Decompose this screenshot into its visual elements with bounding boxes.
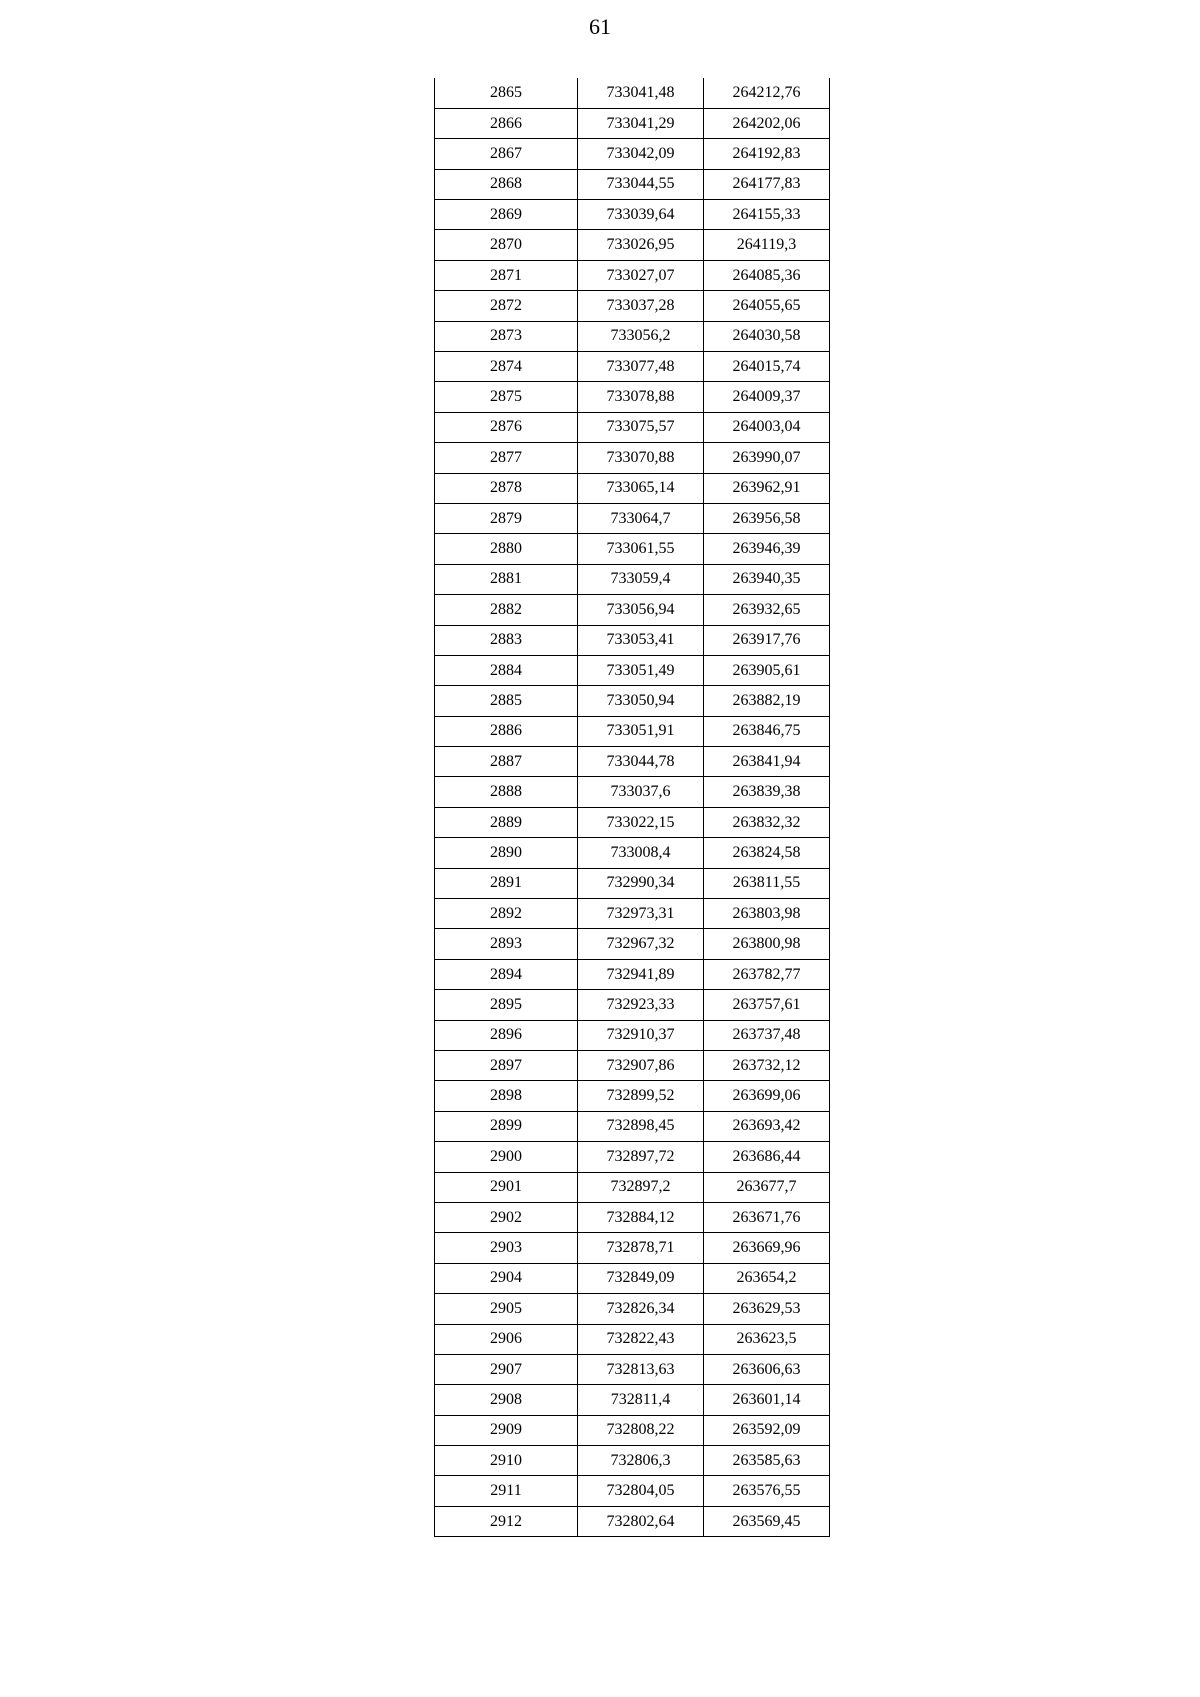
point-number-cell: 2898 bbox=[435, 1081, 578, 1111]
y-coordinate-cell: 263629,53 bbox=[704, 1294, 830, 1324]
x-coordinate-cell: 733064,7 bbox=[578, 503, 704, 533]
table-row bbox=[435, 1294, 830, 1324]
point-number-cell: 2865 bbox=[435, 78, 578, 108]
table-row bbox=[435, 1506, 830, 1536]
x-coordinate-cell: 732899,52 bbox=[578, 1081, 704, 1111]
point-number-cell: 2882 bbox=[435, 595, 578, 625]
table-row bbox=[435, 1385, 830, 1415]
x-coordinate-cell: 733059,4 bbox=[578, 564, 704, 594]
point-number-cell: 2909 bbox=[435, 1415, 578, 1445]
point-number-cell: 2868 bbox=[435, 169, 578, 199]
x-coordinate-cell: 732967,32 bbox=[578, 929, 704, 959]
y-coordinate-cell: 264155,33 bbox=[704, 200, 830, 230]
table-row bbox=[435, 1202, 830, 1232]
x-coordinate-cell: 733056,94 bbox=[578, 595, 704, 625]
y-coordinate-cell: 263699,06 bbox=[704, 1081, 830, 1111]
x-coordinate-cell: 733037,6 bbox=[578, 777, 704, 807]
x-coordinate-cell: 733026,95 bbox=[578, 230, 704, 260]
point-number-cell: 2867 bbox=[435, 139, 578, 169]
x-coordinate-cell: 732826,34 bbox=[578, 1294, 704, 1324]
table-row bbox=[435, 1446, 830, 1476]
y-coordinate-cell: 264009,37 bbox=[704, 382, 830, 412]
table-row bbox=[435, 1142, 830, 1172]
point-number-cell: 2897 bbox=[435, 1051, 578, 1081]
point-number-cell: 2870 bbox=[435, 230, 578, 260]
x-coordinate-cell: 732849,09 bbox=[578, 1263, 704, 1293]
point-number-cell: 2875 bbox=[435, 382, 578, 412]
point-number-cell: 2895 bbox=[435, 990, 578, 1020]
point-number-cell: 2887 bbox=[435, 747, 578, 777]
y-coordinate-cell: 263917,76 bbox=[704, 625, 830, 655]
point-number-cell: 2910 bbox=[435, 1446, 578, 1476]
table-row bbox=[435, 412, 830, 442]
point-number-cell: 2894 bbox=[435, 959, 578, 989]
table-row bbox=[435, 990, 830, 1020]
y-coordinate-cell: 264177,83 bbox=[704, 169, 830, 199]
table-row bbox=[435, 838, 830, 868]
point-number-cell: 2903 bbox=[435, 1233, 578, 1263]
x-coordinate-cell: 732884,12 bbox=[578, 1202, 704, 1232]
table-row bbox=[435, 1020, 830, 1050]
x-coordinate-cell: 733039,64 bbox=[578, 200, 704, 230]
x-coordinate-cell: 732973,31 bbox=[578, 899, 704, 929]
point-number-cell: 2884 bbox=[435, 655, 578, 685]
table-row bbox=[435, 1476, 830, 1506]
table-row bbox=[435, 291, 830, 321]
x-coordinate-cell: 733022,15 bbox=[578, 807, 704, 837]
table-row bbox=[435, 78, 830, 108]
point-number-cell: 2911 bbox=[435, 1476, 578, 1506]
y-coordinate-cell: 263803,98 bbox=[704, 899, 830, 929]
y-coordinate-cell: 263569,45 bbox=[704, 1506, 830, 1536]
y-coordinate-cell: 263585,63 bbox=[704, 1446, 830, 1476]
y-coordinate-cell: 263990,07 bbox=[704, 443, 830, 473]
point-number-cell: 2901 bbox=[435, 1172, 578, 1202]
x-coordinate-cell: 732897,72 bbox=[578, 1142, 704, 1172]
y-coordinate-cell: 263606,63 bbox=[704, 1354, 830, 1384]
y-coordinate-cell: 263737,48 bbox=[704, 1020, 830, 1050]
point-number-cell: 2892 bbox=[435, 899, 578, 929]
x-coordinate-cell: 733044,55 bbox=[578, 169, 704, 199]
x-coordinate-cell: 732811,4 bbox=[578, 1385, 704, 1415]
point-number-cell: 2876 bbox=[435, 412, 578, 442]
y-coordinate-cell: 263841,94 bbox=[704, 747, 830, 777]
point-number-cell: 2899 bbox=[435, 1111, 578, 1141]
y-coordinate-cell: 263654,2 bbox=[704, 1263, 830, 1293]
y-coordinate-cell: 263671,76 bbox=[704, 1202, 830, 1232]
x-coordinate-cell: 732802,64 bbox=[578, 1506, 704, 1536]
point-number-cell: 2888 bbox=[435, 777, 578, 807]
point-number-cell: 2902 bbox=[435, 1202, 578, 1232]
coordinates-table bbox=[434, 78, 830, 1537]
table-row bbox=[435, 230, 830, 260]
y-coordinate-cell: 264212,76 bbox=[704, 78, 830, 108]
x-coordinate-cell: 732907,86 bbox=[578, 1051, 704, 1081]
point-number-cell: 2869 bbox=[435, 200, 578, 230]
y-coordinate-cell: 263669,96 bbox=[704, 1233, 830, 1263]
y-coordinate-cell: 263592,09 bbox=[704, 1415, 830, 1445]
x-coordinate-cell: 733061,55 bbox=[578, 534, 704, 564]
x-coordinate-cell: 733056,2 bbox=[578, 321, 704, 351]
x-coordinate-cell: 733051,91 bbox=[578, 716, 704, 746]
point-number-cell: 2893 bbox=[435, 929, 578, 959]
point-number-cell: 2904 bbox=[435, 1263, 578, 1293]
x-coordinate-cell: 732808,22 bbox=[578, 1415, 704, 1445]
y-coordinate-cell: 264015,74 bbox=[704, 352, 830, 382]
table-row bbox=[435, 564, 830, 594]
table-row bbox=[435, 260, 830, 290]
y-coordinate-cell: 263956,58 bbox=[704, 503, 830, 533]
point-number-cell: 2871 bbox=[435, 260, 578, 290]
table-row bbox=[435, 625, 830, 655]
y-coordinate-cell: 263940,35 bbox=[704, 564, 830, 594]
y-coordinate-cell: 264055,65 bbox=[704, 291, 830, 321]
x-coordinate-cell: 733075,57 bbox=[578, 412, 704, 442]
point-number-cell: 2881 bbox=[435, 564, 578, 594]
x-coordinate-cell: 733051,49 bbox=[578, 655, 704, 685]
point-number-cell: 2908 bbox=[435, 1385, 578, 1415]
table-row bbox=[435, 1354, 830, 1384]
table-row bbox=[435, 1263, 830, 1293]
point-number-cell: 2883 bbox=[435, 625, 578, 655]
point-number-cell: 2906 bbox=[435, 1324, 578, 1354]
x-coordinate-cell: 733044,78 bbox=[578, 747, 704, 777]
point-number-cell: 2907 bbox=[435, 1354, 578, 1384]
x-coordinate-cell: 732806,3 bbox=[578, 1446, 704, 1476]
table-row bbox=[435, 169, 830, 199]
x-coordinate-cell: 732813,63 bbox=[578, 1354, 704, 1384]
table-row bbox=[435, 321, 830, 351]
y-coordinate-cell: 263839,38 bbox=[704, 777, 830, 807]
x-coordinate-cell: 732897,2 bbox=[578, 1172, 704, 1202]
point-number-cell: 2873 bbox=[435, 321, 578, 351]
coordinates-table-body bbox=[435, 78, 830, 1537]
x-coordinate-cell: 733041,29 bbox=[578, 108, 704, 138]
point-number-cell: 2900 bbox=[435, 1142, 578, 1172]
x-coordinate-cell: 733078,88 bbox=[578, 382, 704, 412]
table-row bbox=[435, 473, 830, 503]
point-number-cell: 2877 bbox=[435, 443, 578, 473]
x-coordinate-cell: 732941,89 bbox=[578, 959, 704, 989]
x-coordinate-cell: 732898,45 bbox=[578, 1111, 704, 1141]
point-number-cell: 2891 bbox=[435, 868, 578, 898]
y-coordinate-cell: 264119,3 bbox=[704, 230, 830, 260]
y-coordinate-cell: 263800,98 bbox=[704, 929, 830, 959]
point-number-cell: 2872 bbox=[435, 291, 578, 321]
table-row bbox=[435, 686, 830, 716]
table-row bbox=[435, 1415, 830, 1445]
y-coordinate-cell: 264030,58 bbox=[704, 321, 830, 351]
point-number-cell: 2890 bbox=[435, 838, 578, 868]
table-row bbox=[435, 747, 830, 777]
y-coordinate-cell: 263832,32 bbox=[704, 807, 830, 837]
table-row bbox=[435, 1051, 830, 1081]
y-coordinate-cell: 263576,55 bbox=[704, 1476, 830, 1506]
y-coordinate-cell: 263693,42 bbox=[704, 1111, 830, 1141]
table-row bbox=[435, 1233, 830, 1263]
table-row bbox=[435, 655, 830, 685]
x-coordinate-cell: 733065,14 bbox=[578, 473, 704, 503]
x-coordinate-cell: 733070,88 bbox=[578, 443, 704, 473]
x-coordinate-cell: 733008,4 bbox=[578, 838, 704, 868]
point-number-cell: 2885 bbox=[435, 686, 578, 716]
y-coordinate-cell: 263686,44 bbox=[704, 1142, 830, 1172]
x-coordinate-cell: 733037,28 bbox=[578, 291, 704, 321]
point-number-cell: 2896 bbox=[435, 1020, 578, 1050]
point-number-cell: 2880 bbox=[435, 534, 578, 564]
y-coordinate-cell: 263757,61 bbox=[704, 990, 830, 1020]
y-coordinate-cell: 264003,04 bbox=[704, 412, 830, 442]
table-row bbox=[435, 1324, 830, 1354]
table-row bbox=[435, 534, 830, 564]
y-coordinate-cell: 263601,14 bbox=[704, 1385, 830, 1415]
y-coordinate-cell: 263811,55 bbox=[704, 868, 830, 898]
point-number-cell: 2874 bbox=[435, 352, 578, 382]
point-number-cell: 2889 bbox=[435, 807, 578, 837]
y-coordinate-cell: 263846,75 bbox=[704, 716, 830, 746]
y-coordinate-cell: 263824,58 bbox=[704, 838, 830, 868]
table-row bbox=[435, 777, 830, 807]
table-row bbox=[435, 382, 830, 412]
y-coordinate-cell: 263732,12 bbox=[704, 1051, 830, 1081]
x-coordinate-cell: 733050,94 bbox=[578, 686, 704, 716]
table-row bbox=[435, 807, 830, 837]
table-row bbox=[435, 595, 830, 625]
table-row bbox=[435, 200, 830, 230]
point-number-cell: 2886 bbox=[435, 716, 578, 746]
table-row bbox=[435, 1172, 830, 1202]
y-coordinate-cell: 263882,19 bbox=[704, 686, 830, 716]
table-row bbox=[435, 716, 830, 746]
x-coordinate-cell: 733053,41 bbox=[578, 625, 704, 655]
table-row bbox=[435, 108, 830, 138]
table-row bbox=[435, 352, 830, 382]
table-row bbox=[435, 503, 830, 533]
y-coordinate-cell: 263782,77 bbox=[704, 959, 830, 989]
page-number: 61 bbox=[589, 14, 611, 39]
point-number-cell: 2912 bbox=[435, 1506, 578, 1536]
point-number-cell: 2878 bbox=[435, 473, 578, 503]
table-row bbox=[435, 929, 830, 959]
y-coordinate-cell: 264192,83 bbox=[704, 139, 830, 169]
table-row bbox=[435, 959, 830, 989]
y-coordinate-cell: 263946,39 bbox=[704, 534, 830, 564]
x-coordinate-cell: 732822,43 bbox=[578, 1324, 704, 1354]
y-coordinate-cell: 263962,91 bbox=[704, 473, 830, 503]
point-number-cell: 2905 bbox=[435, 1294, 578, 1324]
x-coordinate-cell: 733041,48 bbox=[578, 78, 704, 108]
x-coordinate-cell: 732804,05 bbox=[578, 1476, 704, 1506]
x-coordinate-cell: 732910,37 bbox=[578, 1020, 704, 1050]
y-coordinate-cell: 263905,61 bbox=[704, 655, 830, 685]
y-coordinate-cell: 264202,06 bbox=[704, 108, 830, 138]
y-coordinate-cell: 263623,5 bbox=[704, 1324, 830, 1354]
table-row bbox=[435, 443, 830, 473]
table-row bbox=[435, 868, 830, 898]
table-row bbox=[435, 1081, 830, 1111]
x-coordinate-cell: 732990,34 bbox=[578, 868, 704, 898]
y-coordinate-cell: 264085,36 bbox=[704, 260, 830, 290]
table-row bbox=[435, 899, 830, 929]
point-number-cell: 2866 bbox=[435, 108, 578, 138]
table-row bbox=[435, 139, 830, 169]
y-coordinate-cell: 263677,7 bbox=[704, 1172, 830, 1202]
x-coordinate-cell: 733077,48 bbox=[578, 352, 704, 382]
table-row bbox=[435, 1111, 830, 1141]
x-coordinate-cell: 733042,09 bbox=[578, 139, 704, 169]
y-coordinate-cell: 263932,65 bbox=[704, 595, 830, 625]
x-coordinate-cell: 732923,33 bbox=[578, 990, 704, 1020]
x-coordinate-cell: 732878,71 bbox=[578, 1233, 704, 1263]
point-number-cell: 2879 bbox=[435, 503, 578, 533]
x-coordinate-cell: 733027,07 bbox=[578, 260, 704, 290]
